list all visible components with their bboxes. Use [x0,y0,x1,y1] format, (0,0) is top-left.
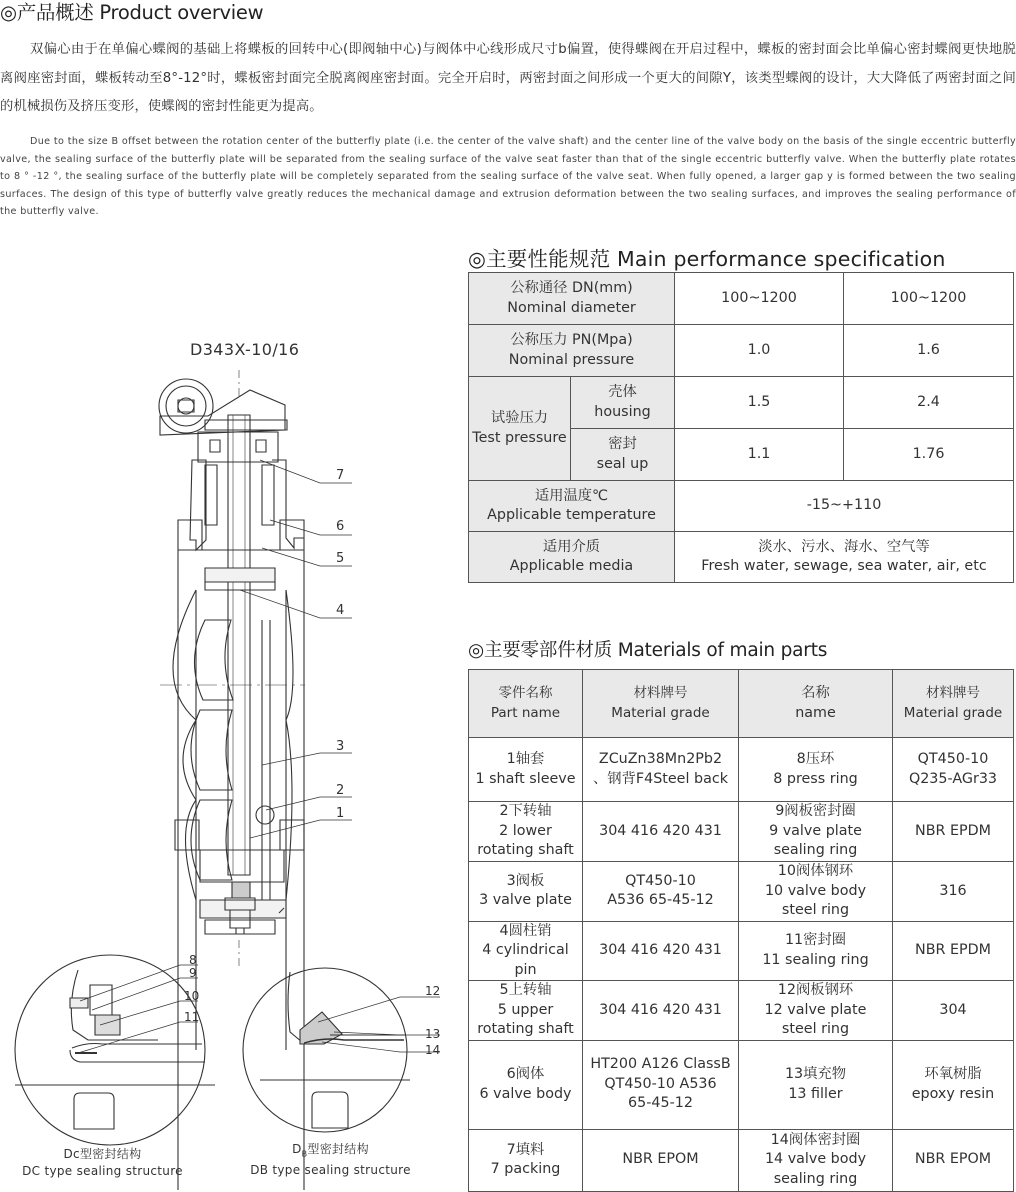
table-row [469,738,1014,802]
part-name-cell: 6阀体 6 valve body [469,1040,583,1129]
material-grade-cell-2: 304 [893,981,1014,1041]
callout-5: 5 [336,551,345,566]
overview-heading: ◎产品概述 Product overview [0,1,264,24]
table-row [469,1040,1014,1129]
name-cell: 8压环 8 press ring [739,738,893,802]
db-caption-cn: $D_B$型密封结构 [292,1142,369,1159]
valve-model-label: D343X-10/16 [190,340,300,359]
material-grade-cell: 304 416 420 431 [583,981,739,1041]
callout-8: 8 [189,953,197,967]
table-row [469,862,1014,922]
name-cell: 13填充物 13 filler [739,1040,893,1129]
dc-detail-circle [15,955,205,1145]
table-row [469,802,1014,862]
callout-11: 11 [184,1010,200,1024]
table-row: 公称压力 PN(Mpa) Nominal pressure 1.0 1.6 [469,325,1014,377]
material-grade-cell: 304 416 420 431 [583,802,739,862]
callout-9: 9 [189,966,197,980]
name-cell: 12阀板钢环 12 valve plate steel ring [739,981,893,1041]
material-grade-cell: ZCuZn38Mn2Pb2 、钢背F4Steel back [583,738,739,802]
table-row: 适用温度℃ Applicable temperature -15~+110 [469,481,1014,532]
material-grade-cell: NBR EPOM [583,1129,739,1191]
db-caption-en: DB type sealing structure [250,1163,411,1178]
callout-2: 2 [336,783,345,798]
material-grade-cell: HT200 A126 ClassB QT450-10 A536 65-45-12 [583,1040,739,1129]
material-grade-cell: QT450-10 A536 65-45-12 [583,862,739,922]
table-row [469,921,1014,981]
db-caption [248,1141,413,1179]
callout-10: 10 [184,989,200,1003]
dc-caption [20,1146,185,1180]
material-grade-cell-2: 316 [893,862,1014,922]
callout-14: 14 [425,1043,441,1057]
part-name-cell: 3阀板 3 valve plate [469,862,583,922]
table-row [469,981,1014,1041]
callout-4: 4 [336,603,345,618]
materials-heading: ◎主要零部件材质 Materials of main parts [468,640,828,661]
callout-7: 7 [336,468,345,483]
performance-heading: ◎主要性能规范 Main performance specification [468,247,946,271]
part-name-cell: 7填料 7 packing [469,1129,583,1191]
overview-cn-text: 双偏心由于在单偏心蝶阀的基础上将蝶板的回转中心(即阀轴中心)与阀体中心线形成尺寸b偏置，使得蝶阀在开启过程中，蝶板的密封面会比单偏心密封蝶阀更快地脱离阀座密封面，蝶板转动至8°-12°时，蝶板密封面完全脱离阀座密封面。完全开启时，两密封面之间形成一个更大的间隙Y，该类型蝶阀的设计，大大降低了两密封面之间的机械损伤及挤压变形，使蝶阀的密封性能更为提高。 [0,42,1016,114]
part-name-cell: 5上转轴 5 upper rotating shaft [469,981,583,1041]
callout-1: 1 [336,806,345,821]
name-cell: 9阀板密封圈 9 valve plate sealing ring [739,802,893,862]
performance-table [468,272,1014,583]
material-grade-cell-2: NBR EPDM [893,802,1014,862]
part-name-cell: 4圆柱销 4 cylindrical pin [469,921,583,981]
material-grade-cell-2: 环氧树脂 epoxy resin [893,1040,1014,1129]
table-row: 密封 seal up 1.1 1.76 [469,429,1014,481]
dc-caption-en: DC type sealing structure [22,1164,183,1178]
table-header-row: 零件名称 Part name 材料牌号 Material grade 名称 name 材料牌号 Material grade [469,670,1014,738]
part-name-cell: 2下转轴 2 lower rotating shaft [469,802,583,862]
table-row: 适用介质 Applicable media 淡水、污水、海水、空气等 Fresh water, sewage, sea water, air, etc [469,532,1014,583]
table-row: 试验压力 Test pressure 壳体 housing 1.5 2.4 [469,377,1014,429]
callout-13: 13 [425,1027,441,1041]
material-grade-cell-2: NBR EPDM [893,921,1014,981]
material-grade-cell: 304 416 420 431 [583,921,739,981]
callout-12: 12 [425,984,441,998]
callout-6: 6 [336,519,345,534]
overview-en-text: Due to the size B offset between the rotation center of the butterfly plate (i.e. the center of the valve shaft) and the center line of the valve body on the basis of the single eccentric butterfly valve, the sealing surface of the butterfly plate will be separated from the sealing surface of the valve seat faster than that of the single eccentric butterfly valve. When the butterfly plate rotates to 8 ° -12 °, the sealing surface of the butterfly plate will be completely separated from the sealing surface of the valve seat. When fully opened, a larger gap y is formed between the two sealing surfaces. The design of this type of butterfly valve greatly reduces the mechanical damage and extrusion deformation between the two sealing surfaces, and improves the sealing performance of the butterfly valve. [0,136,1016,217]
table-row: 公称通径 DN(mm) Nominal diameter 100~1200 100~1200 [469,273,1014,325]
name-cell: 10阀体钢环 10 valve body steel ring [739,862,893,922]
callout-3: 3 [336,739,345,754]
dc-caption-cn: Dc型密封结构 [63,1147,142,1161]
material-grade-cell-2: QT450-10 Q235-AGr33 [893,738,1014,802]
table-row [469,1129,1014,1191]
name-cell: 14阀体密封圈 14 valve body sealing ring [739,1129,893,1191]
part-name-cell: 1轴套 1 shaft sleeve [469,738,583,802]
name-cell: 11密封圈 11 sealing ring [739,921,893,981]
valve-technical-drawing [0,360,460,1190]
materials-table [468,669,1014,1192]
material-grade-cell-2: NBR EPOM [893,1129,1014,1191]
